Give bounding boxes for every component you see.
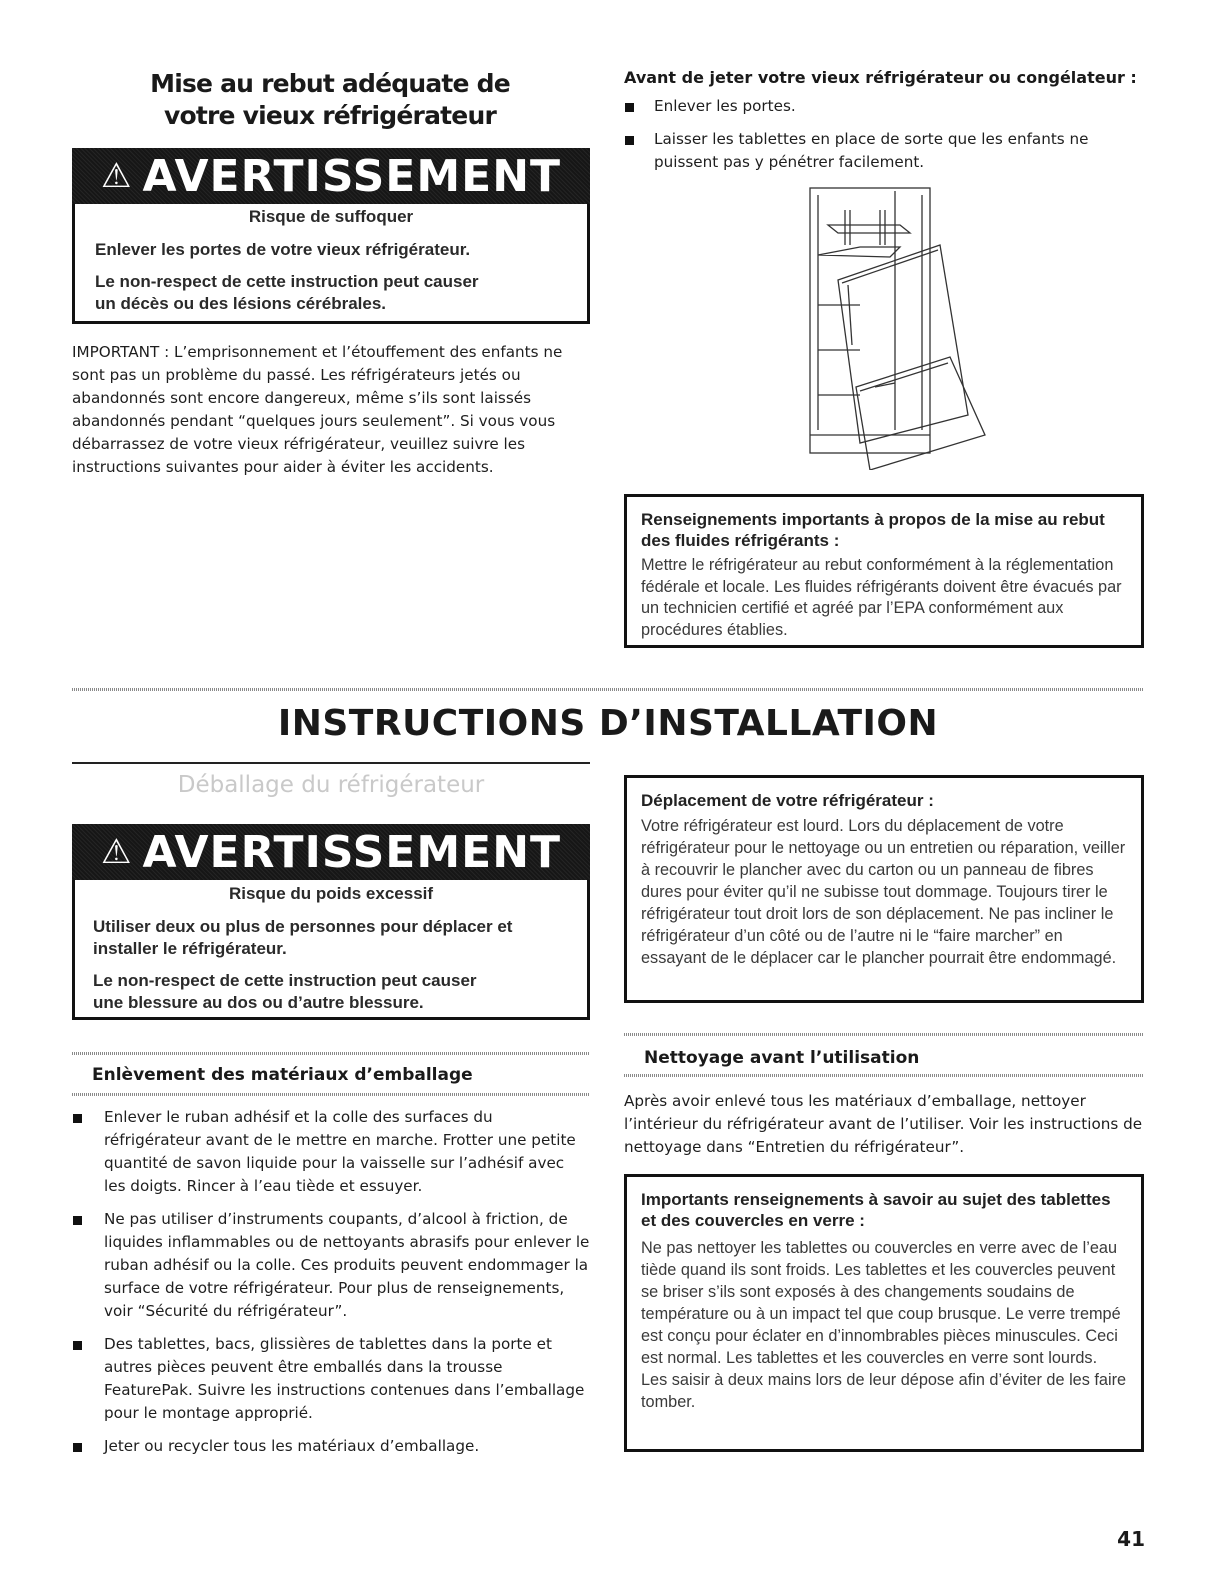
cleaning-heading-rule-top [624,1033,1144,1036]
installation-title: INSTRUCTIONS D’INSTALLATION [277,703,939,744]
refrigerant-box-body: Mettre le réfrigérateur au rebut conformément à la réglementation fédérale et locale. Les fluides réfrigérants doivent être évacués par un technicien certifié et agréé par l’EPA conformément aux procédures établies. [641,556,1122,639]
glass-shelves-box [624,1174,1144,1452]
warning-triangle-icon: ⚠ [100,832,133,872]
weight-warning-banner [72,824,590,880]
warning-instruction-line1: Utiliser deux ou plus de personnes pour déplacer et [93,917,513,936]
refrigerant-disposal-box [624,494,1144,648]
hazard-label: Risque du poids excessif [228,884,434,903]
hazard-label: Risque de suffoquer [248,207,414,226]
packaging-heading-rule-top [72,1052,590,1055]
packaging-heading-rule-bottom [72,1093,590,1096]
moving-box-title: Déplacement de votre réfrigérateur : [641,791,934,810]
before-discarding-heading: Avant de jeter votre vieux réfrigérateur ou congélateur : [624,68,1137,87]
unpacking-heading: Déballage du réfrigérateur [177,772,485,798]
refrigerant-box-title: Renseignements importants à propos de la mise au rebut des fluides réfrigérants : [641,510,1105,550]
disposal-title-line1: Mise au rebut adéquate de [150,69,510,98]
important-paragraph: IMPORTANT : L’emprisonnement et l’étouffement des enfants ne sont pas un problème du passé. Les réfrigérateurs jetés ou abandonnés sont encore dangereux, même s’ils sont laissés abandonnés pendant “quelques jours seulement”. Si vous vous débarrassez de votre vieux réfrigérateur, veuillez suivre les instructions suivantes pour aider à éviter les accidents. [72,343,563,476]
suffocation-warning-text [75,206,587,315]
shelves-box-title: Importants renseignements à savoir au sujet des tablettes et des couvercles en verre : [641,1190,1111,1230]
section-separator [72,688,1144,691]
moving-box-body: Votre réfrigérateur est lourd. Lors du déplacement de votre réfrigérateur pour le nettoyage ou un entretien ou réparation, veiller à recouvrir le plancher avec du carton ou un panneau de fibres dures pour éviter qu’il ne subisse tout dommage. Toujours tirer le réfrigérateur tout droit lors de son déplacement. Ne pas incliner le réfrigérateur d’un côté ou de l’autre ni le “faire marcher” en essayant de le déplacer car le plancher pourrait être endommagé. [641,817,1126,967]
list-item: Enlever les portes. [624,95,1124,118]
warning-consequence-line1: Le non-respect de cette instruction peut causer [95,272,479,291]
warning-consequence-line2: une blessure au dos ou d’autre blessure. [93,993,424,1012]
list-item: Laisser les tablettes en place de sorte que les enfants ne puissent pas y pénétrer facilement. [624,128,1124,174]
page-number: 41 [1117,1527,1145,1551]
warning-consequence-line2: un décès ou des lésions cérébrales. [95,294,387,313]
warning-triangle-icon: ⚠ [100,156,133,196]
moving-refrigerator-box [624,775,1144,1003]
shelves-box-body: Ne pas nettoyer les tablettes ou couvercles en verre avec de l’eau tiède quand ils sont froids. Les tablettes et les couvercles peuvent se briser s’ils sont exposés à des changements soudains de température ou à un impact tel que coup brusque. Le verre trempé est conçu pour éclater en d’innombrables pièces minuscules. Ceci est normal. Les tablettes et les couvercles en verre sont lourds. Les saisir à deux mains lors de leur dépose afin d’éviter de les faire tomber. [641,1239,1127,1411]
disposal-title-line2: votre vieux réfrigérateur [163,101,496,130]
list-item: Enlever le ruban adhésif et la colle des surfaces du réfrigérateur avant de le mettre en marche. Frotter une petite quantité de savon liquide pour la vaisselle sur l’adhésif avec les doigts. Rincer à l’eau tiède et essuyer. [72,1106,590,1198]
cleaning-heading: Nettoyage avant l’utilisation [644,1048,920,1068]
list-item: Jeter ou recycler tous les matériaux d’emballage. [72,1435,590,1458]
packaging-list [72,1106,590,1468]
before-discarding-list [624,95,1124,184]
warning-banner-label: AVERTISSEMENT [142,150,562,202]
suffocation-warning-banner [72,148,590,204]
warning-instruction-line2: installer le réfrigérateur. [93,939,287,958]
list-item: Ne pas utiliser d’instruments coupants, d’alcool à friction, de liquides inflammables ou de nettoyants abrasifs pour enlever le ruban adhésif ou la colle. Ces produits peuvent endommager la surface de votre réfrigérateur. Pour plus de renseignements, voir “Sécurité du réfrigérateur”. [72,1208,590,1323]
refrigerator-doors-removed-illustration [800,185,995,470]
disposal-title [80,68,580,132]
list-item: Des tablettes, bacs, glissières de tablettes dans la porte et autres pièces peuvent être emballés dans la trousse FeaturePak. Suivre les instructions contenues dans l’emballage pour le montage approprié. [72,1333,590,1425]
packaging-heading: Enlèvement des matériaux d’emballage [92,1065,473,1085]
warning-instruction: Enlever les portes de votre vieux réfrigérateur. [95,240,471,259]
cleaning-paragraph: Après avoir enlevé tous les matériaux d’emballage, nettoyer l’intérieur du réfrigérateur avant de l’utiliser. Voir les instructions de nettoyage dans “Entretien du réfrigérateur”. [624,1092,1143,1156]
cleaning-heading-rule-bottom [624,1074,1144,1077]
unpack-heading-rule [72,762,590,764]
warning-consequence-line1: Le non-respect de cette instruction peut causer [93,971,477,990]
weight-warning-text [75,883,587,1014]
warning-banner-label: AVERTISSEMENT [142,826,562,878]
